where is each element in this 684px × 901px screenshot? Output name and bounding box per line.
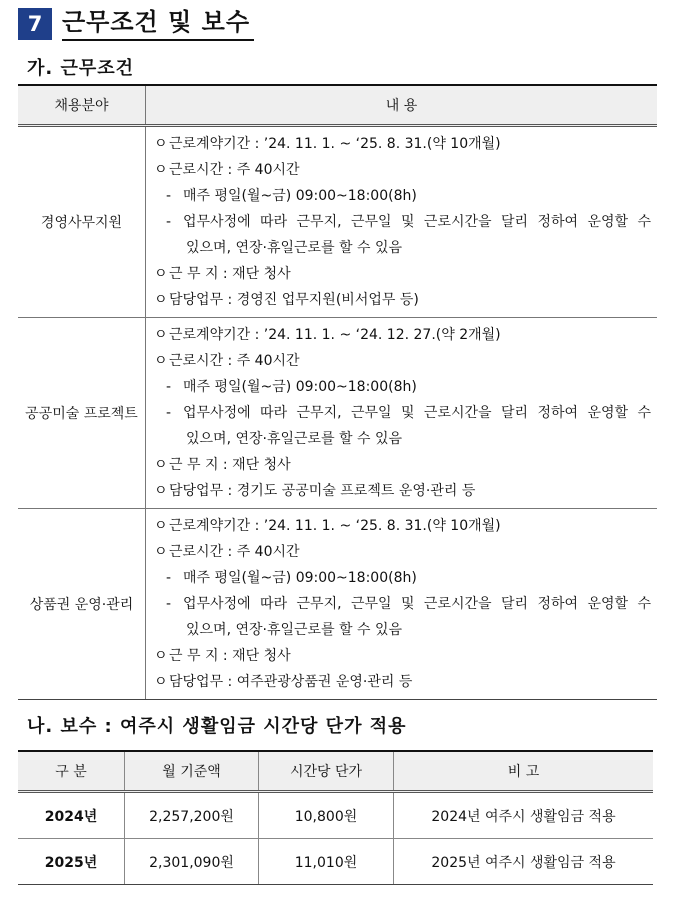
bullet-icon: ㅇ (154, 292, 168, 308)
subsection-title-pay: 나. 보수 : 여주시 생활임금 시간당 단가 적용 (27, 716, 407, 737)
column-header-field: 채용분야 (18, 85, 146, 126)
recruitment-field: 상품권 운영·관리 (18, 509, 146, 700)
bullet-icon: ㅇ (154, 674, 168, 690)
work-hours: 근로시간 : 주 40시간 (169, 353, 300, 369)
schedule-note: 업무사정에 따라 근무지, 근무일 및 근로시간을 달리 정하여 운영할 수 (183, 405, 651, 421)
dash-icon: - (166, 570, 172, 586)
weekday-schedule: 매주 평일(월~금) 09:00~18:00(8h) (183, 188, 417, 204)
duty: 담당업무 : 여주관광상품권 운영·관리 등 (169, 674, 413, 690)
section-number-badge: 7 (18, 8, 52, 40)
table-row (18, 126, 657, 318)
hourly-rate-cell: 11,010원 (259, 839, 394, 885)
schedule-note-continued: 있으며, 연장·휴일근로를 할 수 있음 (186, 240, 403, 256)
schedule-note: 업무사정에 따라 근무지, 근무일 및 근로시간을 달리 정하여 운영할 수 (183, 214, 651, 230)
content-cell (146, 126, 658, 318)
bullet-icon: ㅇ (154, 483, 168, 499)
remarks-cell: 2025년 여주시 생활임금 적용 (394, 839, 654, 885)
dash-icon: - (166, 379, 172, 395)
hourly-rate-cell: 10,800원 (259, 792, 394, 839)
section-header (18, 6, 254, 41)
schedule-note-continued: 있으며, 연장·휴일근로를 할 수 있음 (186, 622, 403, 638)
bullet-icon: ㅇ (154, 544, 168, 560)
duty: 담당업무 : 경영진 업무지원(비서업무 등) (169, 292, 419, 308)
weekday-schedule: 매주 평일(월~금) 09:00~18:00(8h) (183, 379, 417, 395)
schedule-note: 업무사정에 따라 근무지, 근무일 및 근로시간을 달리 정하여 운영할 수 (183, 596, 651, 612)
bullet-icon: ㅇ (154, 353, 168, 369)
work-hours: 근로시간 : 주 40시간 (169, 544, 300, 560)
subsection-title-work-conditions: 가. 근무조건 (27, 58, 135, 79)
table-row (18, 509, 657, 700)
recruitment-field: 공공미술 프로젝트 (18, 318, 146, 509)
duty: 담당업무 : 경기도 공공미술 프로젝트 운영·관리 등 (169, 483, 476, 499)
bullet-icon: ㅇ (154, 327, 168, 343)
column-header-content: 내 용 (146, 85, 658, 126)
schedule-note-continued: 있으며, 연장·휴일근로를 할 수 있음 (186, 431, 403, 447)
dash-icon: - (166, 405, 172, 421)
column-header-hourly: 시간당 단가 (259, 751, 394, 792)
bullet-icon: ㅇ (154, 457, 168, 473)
year-cell: 2025년 (18, 839, 125, 885)
year-cell: 2024년 (18, 792, 125, 839)
bullet-icon: ㅇ (154, 648, 168, 664)
content-cell (146, 318, 658, 509)
contract-period: 근로계약기간 : ’24. 11. 1. ~ ‘24. 12. 27.(약 2개월) (169, 327, 501, 343)
table-header-row (18, 85, 657, 126)
monthly-amount-cell: 2,301,090원 (125, 839, 259, 885)
table-row (18, 318, 657, 509)
section-title: 근무조건 및 보수 (62, 6, 254, 41)
work-place: 근 무 지 : 재단 청사 (169, 648, 291, 664)
dash-icon: - (166, 214, 172, 230)
column-header-category: 구 분 (18, 751, 125, 792)
column-header-monthly: 월 기준액 (125, 751, 259, 792)
bullet-icon: ㅇ (154, 136, 168, 152)
table-row (18, 839, 653, 885)
bullet-icon: ㅇ (154, 266, 168, 282)
recruitment-field: 경영사무지원 (18, 126, 146, 318)
bullet-icon: ㅇ (154, 518, 168, 534)
bullet-icon: ㅇ (154, 162, 168, 178)
contract-period: 근로계약기간 : ’24. 11. 1. ~ ‘25. 8. 31.(약 10개월) (169, 136, 501, 152)
column-header-remarks: 비 고 (394, 751, 654, 792)
dash-icon: - (166, 188, 172, 204)
work-hours: 근로시간 : 주 40시간 (169, 162, 300, 178)
contract-period: 근로계약기간 : ’24. 11. 1. ~ ‘25. 8. 31.(약 10개월) (169, 518, 501, 534)
dash-icon: - (166, 596, 172, 612)
work-place: 근 무 지 : 재단 청사 (169, 266, 291, 282)
content-cell (146, 509, 658, 700)
weekday-schedule: 매주 평일(월~금) 09:00~18:00(8h) (183, 570, 417, 586)
monthly-amount-cell: 2,257,200원 (125, 792, 259, 839)
table-header-row (18, 751, 653, 792)
table-row (18, 792, 653, 839)
work-place: 근 무 지 : 재단 청사 (169, 457, 291, 473)
remarks-cell: 2024년 여주시 생활임금 적용 (394, 792, 654, 839)
pay-table (18, 750, 653, 885)
work-conditions-table (18, 84, 657, 700)
